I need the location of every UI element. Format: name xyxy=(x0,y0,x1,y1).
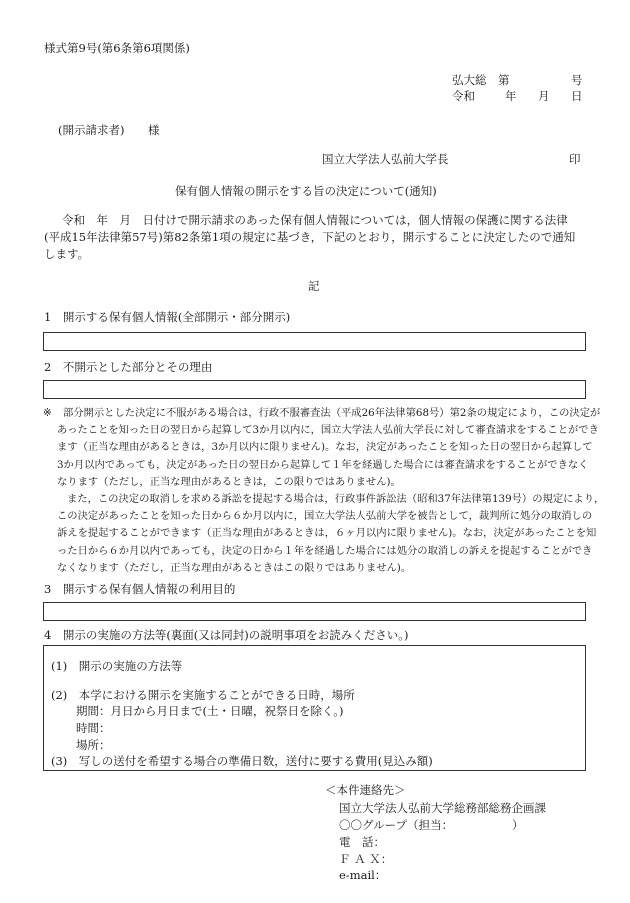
intro-line-3: します。 xyxy=(44,247,90,261)
issuer-seal: 印 xyxy=(569,152,581,166)
section-1-box xyxy=(43,332,586,351)
box4-item-2: (2) 本学における開示を実施することができる日時，場所 xyxy=(51,688,355,702)
section-3-box xyxy=(43,602,586,621)
note-paragraph-1 xyxy=(63,405,600,422)
note-line: なります（ただし，正当な理由があるときは，この限りではありません)。 xyxy=(57,475,401,488)
contact-fax: Ｆ Ａ Ｘ： xyxy=(339,852,393,866)
date-year: 年 xyxy=(505,89,517,103)
addressee-name: (開示請求者) xyxy=(58,123,125,137)
note-line: 部分開示とした決定に不服がある場合は，行政不服審査法（平成26年法律第68号）第2条の規定により，この決定が xyxy=(63,407,601,419)
box4-place: 場所： xyxy=(76,738,111,752)
note-line: 3か月以内であっても，決定があった日の翌日から起算して１年を経過した場合には審査請求をすることができなく xyxy=(57,458,589,471)
note-line: また，この決定の取消しを求める訴訟を提起する場合は，行政事件訴訟法（昭和37年法律第139号）の規定により， xyxy=(67,493,605,505)
addressee-honorific: 様 xyxy=(148,123,160,137)
form-number: 様式第9号(第6条第6項関係) xyxy=(44,41,190,55)
note-line: った日から６か月以内であっても，決定の日から１年を経過した場合には処分の取消しの訴えを提起することができ xyxy=(57,544,593,557)
contact-email: e-mail： xyxy=(339,868,387,882)
ki-heading: 記 xyxy=(308,279,320,293)
note-line: 訴えを提起することができます（正当な理由があるときは，６ヶ月以内に限りません)。なお，決定があったことを知 xyxy=(57,527,597,540)
intro-line-1: 令和 年 月 日付けで開示請求のあった保有個人情報については，個人情報の保護に関する法律 xyxy=(62,213,568,227)
contact-group: 〇〇グループ（担当： xyxy=(339,818,454,832)
document-number-prefix: 弘大総 xyxy=(452,73,487,87)
section-2-heading: 2 不開示とした部分とその理由 xyxy=(44,360,213,374)
box4-time: 時間： xyxy=(76,721,111,735)
date-era: 令和 xyxy=(452,89,475,103)
contact-heading: ＜本件連絡先＞ xyxy=(325,783,406,797)
intro-line-2: (平成15年法律第57号)第82条第1項の規定に基づき，下記のとおり，開示することに決定したので通知 xyxy=(44,230,576,244)
note-line: ます（正当な理由があるときは，3か月以内に限りません)。なお，決定があったことを知った日の翌日から起算して xyxy=(57,441,593,454)
note-paragraph-1-cont xyxy=(57,422,599,491)
section-3-heading: 3 開示する保有個人情報の利用目的 xyxy=(44,582,236,596)
section-4-heading: 4 開示の実施の方法等(裏面(又は同封)の説明事項をお読みください。) xyxy=(44,628,409,642)
date-month: 月 xyxy=(538,89,550,103)
issuer-name: 国立大学法人弘前大学長 xyxy=(322,152,449,166)
contact-group-close: ） xyxy=(512,818,524,832)
note-paragraph-2 xyxy=(67,491,604,508)
note-mark: ※ xyxy=(43,407,52,419)
box4-item-1: (1) 開示の実施の方法等 xyxy=(51,659,183,673)
document-number-go: 号 xyxy=(571,73,583,87)
note-paragraph-2-cont xyxy=(57,508,596,577)
box4-item-3: (3) 写しの送付を希望する場合の準備日数，送付に要する費用(見込み額) xyxy=(51,754,433,768)
document-title: 保有個人情報の開示をする旨の決定について(通知) xyxy=(175,184,437,198)
contact-department: 国立大学法人弘前大学総務部総務企画課 xyxy=(339,801,546,815)
document-number-dai: 第 xyxy=(498,73,510,87)
note-line: この決定があったことを知った日から６か月以内に，国立大学法人弘前大学を被告として，裁判所に処分の取消しの xyxy=(57,510,593,523)
note-line: あったことを知った日の翌日から起算して3か月以内に，国立大学法人弘前大学長に対して審査請求をすることができ xyxy=(57,424,599,437)
contact-tel: 電 話： xyxy=(339,835,385,849)
box4-period: 期間：月日から月日まで(土・日曜，祝祭日を除く。) xyxy=(76,704,344,718)
note-line: なくなります（ただし，正当な理由があるときはこの限りではありません)。 xyxy=(57,561,412,574)
section-2-box xyxy=(43,380,586,399)
section-1-heading: 1 開示する保有個人情報(全部開示・部分開示) xyxy=(44,310,291,324)
date-day: 日 xyxy=(571,89,583,103)
